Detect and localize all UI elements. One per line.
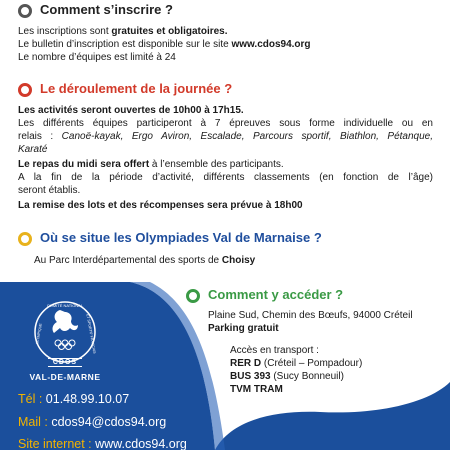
section-marker-icon [18, 232, 32, 246]
section-title-deroulement: Le déroulement de la journée ? [40, 81, 233, 96]
lieu-emphasis: Choisy [221, 255, 256, 266]
logo-region: VAL-DE-MARNE [29, 372, 101, 382]
site-label: Site internet : [18, 437, 92, 451]
inscription-line-1 [18, 25, 228, 38]
inscription-text: Les inscriptions sont [18, 26, 112, 37]
section-title-lieu: Où se situe les Olympiades Val de Marnaise ? [40, 230, 322, 245]
mail-link[interactable]: cdos94@cdos94.org [47, 415, 167, 429]
acces-parking: Parking gratuit [208, 323, 279, 334]
acces-transport-intro: Accès en transport : [230, 345, 319, 356]
deroulement-line-3 [18, 130, 433, 143]
phone-label: Tél : [18, 392, 43, 406]
lieu-text: Au Parc Interdépartemental des sports de [34, 255, 222, 266]
inscription-emphasis: gratuites et obligatoires. [111, 26, 228, 37]
acces-address: Plaine Sud, Chemin des Bœufs, 94000 Créteil [208, 310, 413, 321]
section-marker-icon [186, 289, 200, 303]
section-marker-icon [18, 4, 32, 18]
mail-label: Mail : [18, 415, 48, 429]
acces-tvm: TVM TRAM [230, 384, 283, 395]
logo-org-left: OLYMPIQUE [35, 323, 43, 345]
section-title-inscription: Comment s’inscrire ? [40, 2, 173, 17]
acces-bus-detail: (Sucy Bonneuil) [270, 371, 344, 382]
contact-mail [18, 415, 166, 429]
deroulement-line-8: La remise des lots et des récompenses sera prévue à 18h00 [18, 200, 303, 211]
site-link[interactable]: www.cdos94.org [91, 437, 187, 451]
lieu-line-1 [34, 254, 255, 267]
logo-name: CDOS [48, 358, 82, 367]
inscription-text: Le bulletin d’inscription est disponible sur le site [18, 39, 232, 50]
deroulement-text: relais : [18, 131, 62, 142]
deroulement-text: à l’ensemble des participants. [149, 159, 284, 170]
logo-org-top: COMITÉ NATIONAL [46, 303, 84, 308]
acces-bus [230, 370, 344, 383]
cdos-logo [20, 298, 110, 390]
section-marker-icon [18, 83, 32, 97]
logo-org-right: ET SPORTIF FRANÇAIS [85, 313, 97, 354]
phone-value[interactable]: 01.48.99.10.07 [42, 392, 130, 406]
website-link[interactable]: www.cdos94.org [231, 39, 311, 50]
acces-rer-detail: (Créteil – Pompadour) [261, 358, 363, 369]
acces-rer [230, 357, 362, 370]
section-title-acces: Comment y accéder ? [208, 287, 344, 302]
inscription-line-2 [18, 38, 311, 51]
acces-bus-label: BUS 393 [230, 371, 271, 382]
acces-rer-label: RER D [230, 358, 262, 369]
deroulement-line-7: seront établis. [18, 185, 81, 196]
deroulement-line-5 [18, 158, 284, 171]
deroulement-line-4: Karaté [18, 144, 48, 155]
deroulement-emphasis: Le repas du midi sera offert [18, 159, 150, 170]
inscription-line-3: Le nombre d’équipes est limité à 24 [18, 52, 176, 63]
contact-phone [18, 392, 129, 406]
deroulement-line-1: Les activités seront ouvertes de 10h00 à 17h15. [18, 105, 244, 116]
deroulement-line-6: A la fin de la période d’activité, différents classements (en fonction de l’âge) [18, 172, 433, 183]
deroulement-line-2: Les différents équipes participeront à 7 épreuves sous forme individuelle ou en [18, 118, 433, 129]
contact-site [18, 437, 187, 451]
deroulement-activities: Canoë-kayak, Ergo Aviron, Escalade, Parcours sportif, Biathlon, Pétanque, [61, 131, 433, 142]
